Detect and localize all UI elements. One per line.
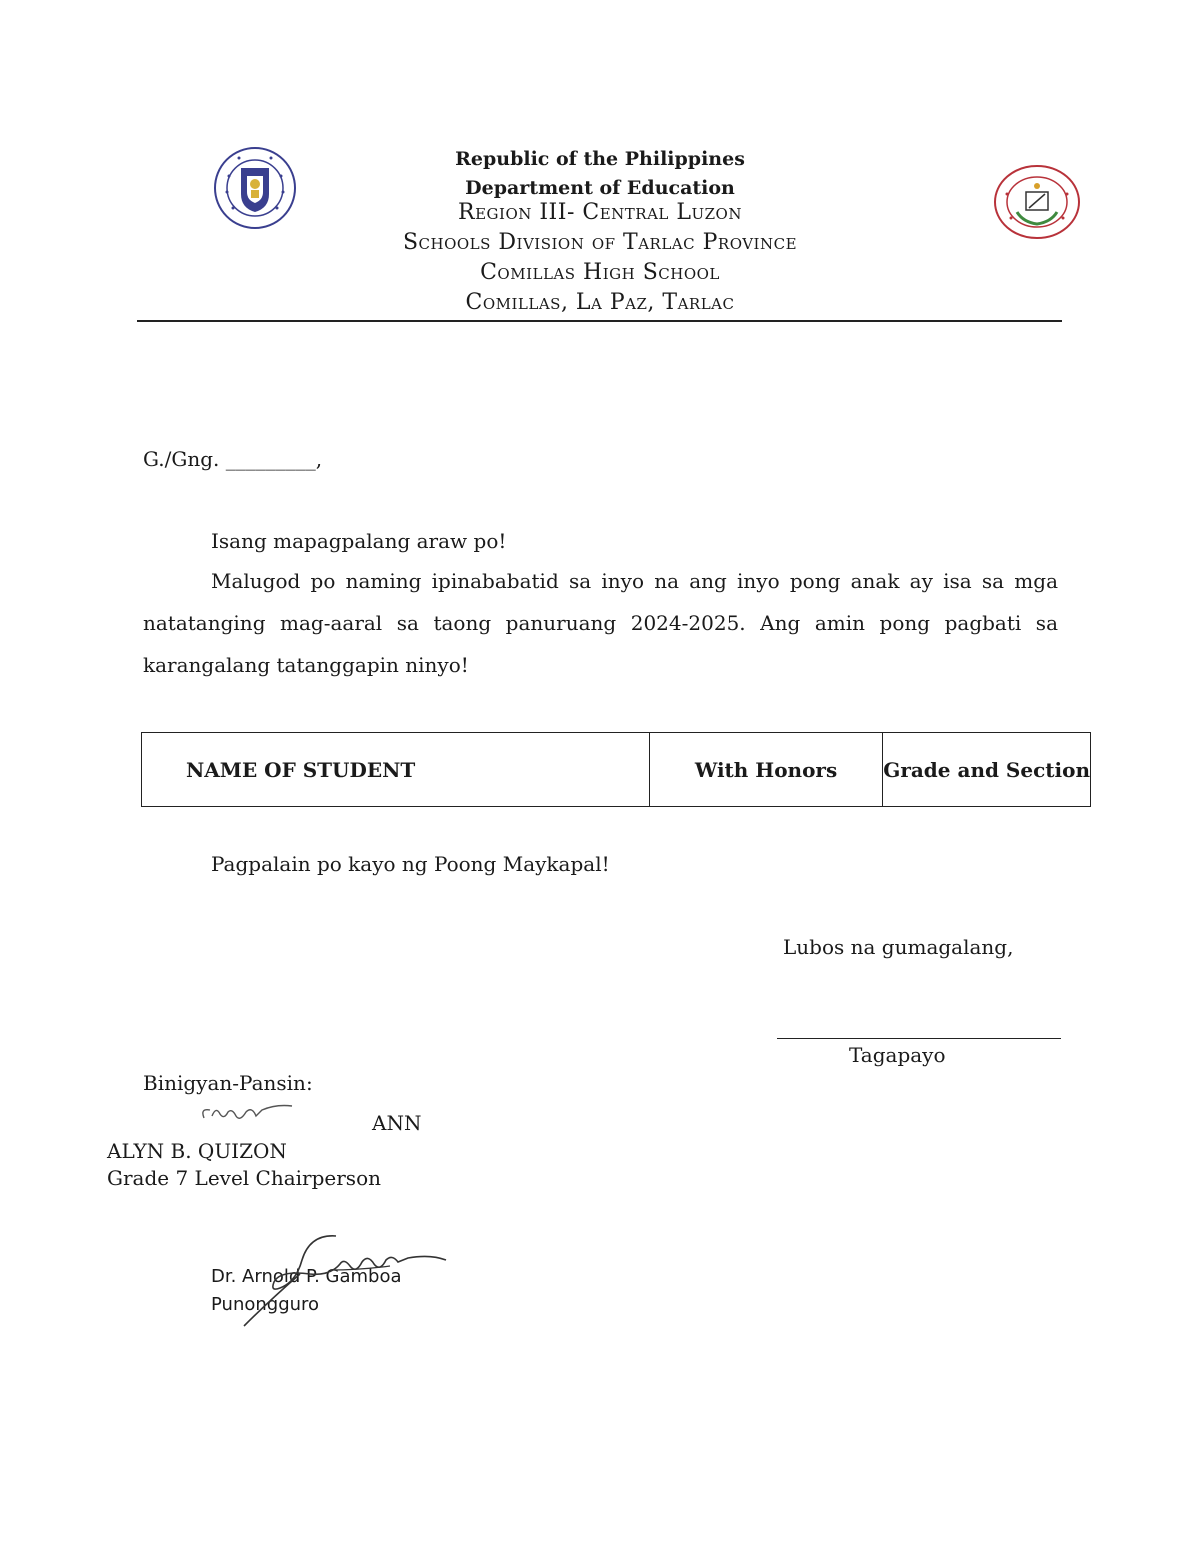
principal-position: Punongguro bbox=[211, 1294, 320, 1315]
header-address: Comillas, La Paz, Tarlac bbox=[465, 290, 735, 315]
principal-name: Dr. Arnold P. Gamboa bbox=[211, 1266, 402, 1287]
column-header-honors: With Honors bbox=[649, 733, 882, 807]
header-department: Department of Education bbox=[465, 177, 735, 199]
chairperson-signature bbox=[196, 1100, 296, 1130]
body-paragraph: Malugod po naming ipinababatid sa inyo na ang inyo pong anak ay isa sa mga natatanging mag-aaral sa taong panuruang 2024-2025. Ang amin pong pagbati sa karangalang tatanggapin ninyo! bbox=[143, 569, 1058, 677]
column-header-grade-section: Grade and Section bbox=[883, 733, 1091, 807]
honors-table bbox=[141, 732, 1091, 807]
adviser-title: Tagapayo bbox=[849, 1043, 946, 1067]
chairperson-name-part2: ALYN B. QUIZON bbox=[107, 1139, 287, 1163]
adviser-signature-line bbox=[777, 1038, 1061, 1039]
chairperson-name-part1: ANN bbox=[372, 1111, 422, 1135]
header-division: Schools Division of Tarlac Province bbox=[402, 230, 798, 255]
noted-label: Binigyan-Pansin: bbox=[143, 1071, 313, 1095]
closing: Lubos na gumagalang, bbox=[783, 935, 1014, 959]
header-republic: Republic of the Philippines bbox=[455, 148, 745, 170]
salutation: G./Gng. _________, bbox=[143, 447, 323, 471]
chairperson-position: Grade 7 Level Chairperson bbox=[107, 1166, 381, 1190]
greeting: Isang mapagpalang araw po! bbox=[211, 529, 507, 553]
principal-signature bbox=[240, 1230, 450, 1330]
table-header-row bbox=[142, 733, 1091, 807]
header-school: Comillas High School bbox=[480, 260, 720, 285]
header-region: Region III- Central Luzon bbox=[458, 200, 742, 225]
header-divider bbox=[137, 320, 1062, 322]
blessing: Pagpalain po kayo ng Poong Maykapal! bbox=[211, 852, 610, 876]
column-header-name: NAME OF STUDENT bbox=[142, 733, 650, 807]
